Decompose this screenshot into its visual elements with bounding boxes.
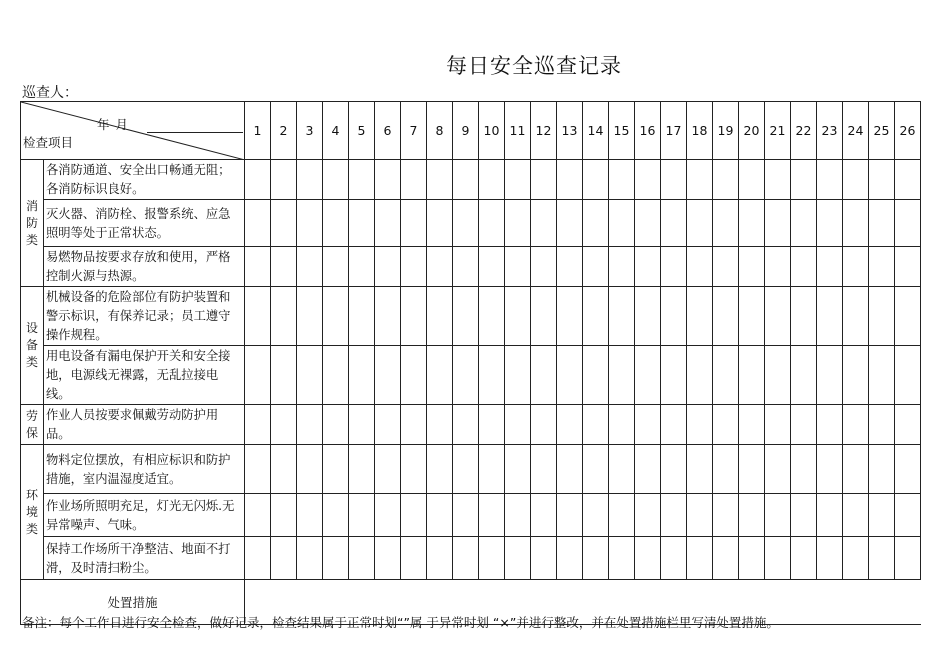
check-cell[interactable]: [505, 445, 531, 494]
check-cell[interactable]: [323, 537, 349, 580]
check-cell[interactable]: [453, 445, 479, 494]
check-cell[interactable]: [479, 247, 505, 287]
check-cell[interactable]: [895, 405, 921, 445]
check-cell[interactable]: [739, 160, 765, 200]
check-cell[interactable]: [739, 287, 765, 346]
check-cell[interactable]: [869, 287, 895, 346]
check-cell[interactable]: [375, 494, 401, 537]
day-header-8: 8: [427, 102, 453, 160]
check-cell[interactable]: [453, 247, 479, 287]
check-cell[interactable]: [895, 247, 921, 287]
check-cell[interactable]: [531, 200, 557, 247]
check-cell[interactable]: [323, 445, 349, 494]
check-cell[interactable]: [323, 247, 349, 287]
check-cell[interactable]: [375, 537, 401, 580]
check-cell[interactable]: [349, 247, 375, 287]
check-item-text: 用电设备有漏电保护开关和安全接地，电源线无裸露，无乱拉接电线。: [44, 346, 245, 405]
day-header-26: 26: [895, 102, 921, 160]
check-cell[interactable]: [583, 405, 609, 445]
check-item-label: 检查项目: [23, 135, 74, 150]
check-cell[interactable]: [557, 445, 583, 494]
day-header-9: 9: [453, 102, 479, 160]
check-item-text: 易燃物品按要求存放和使用，严格控制火源与热源。: [44, 247, 245, 287]
check-cell[interactable]: [791, 405, 817, 445]
category-label: 劳 保: [21, 405, 44, 445]
check-cell[interactable]: [843, 200, 869, 247]
check-cell[interactable]: [271, 160, 297, 200]
check-cell[interactable]: [817, 287, 843, 346]
check-cell[interactable]: [245, 287, 271, 346]
check-cell[interactable]: [895, 494, 921, 537]
check-cell[interactable]: [453, 346, 479, 405]
check-cell[interactable]: [791, 494, 817, 537]
check-cell[interactable]: [557, 160, 583, 200]
check-item-text: 机械设备的危险部位有防护装置和警示标识，有保养记录；员工遵守操作规程。: [44, 287, 245, 346]
check-cell[interactable]: [895, 200, 921, 247]
check-cell[interactable]: [375, 287, 401, 346]
check-item-text: 灭火器、消防栓、报警系统、应急照明等处于正常状态。: [44, 200, 245, 247]
check-cell[interactable]: [739, 200, 765, 247]
check-cell[interactable]: [531, 445, 557, 494]
header-row: [21, 102, 921, 160]
check-cell[interactable]: [427, 287, 453, 346]
check-cell[interactable]: [661, 537, 687, 580]
check-item-text: 作业人员按要求佩戴劳动防护用品。: [44, 405, 245, 445]
footnote: 备注：每个工作日进行安全检查，做好记录，检查结果属于正常时划“”属 于异常时划 “×”并进行整改，并在处置措施栏里写清处置措施。: [22, 615, 779, 630]
check-cell[interactable]: [531, 405, 557, 445]
check-cell[interactable]: [505, 537, 531, 580]
day-header-24: 24: [843, 102, 869, 160]
check-cell[interactable]: [739, 494, 765, 537]
check-cell[interactable]: [739, 405, 765, 445]
check-cell[interactable]: [765, 247, 791, 287]
check-cell[interactable]: [609, 160, 635, 200]
check-cell[interactable]: [713, 346, 739, 405]
day-header-21: 21: [765, 102, 791, 160]
check-cell[interactable]: [817, 247, 843, 287]
check-cell[interactable]: [609, 287, 635, 346]
check-cell[interactable]: [479, 537, 505, 580]
day-header-22: 22: [791, 102, 817, 160]
check-cell[interactable]: [453, 494, 479, 537]
check-cell[interactable]: [271, 346, 297, 405]
check-cell[interactable]: [635, 160, 661, 200]
check-cell[interactable]: [349, 445, 375, 494]
check-cell[interactable]: [661, 346, 687, 405]
check-cell[interactable]: [791, 445, 817, 494]
check-cell[interactable]: [479, 200, 505, 247]
check-cell[interactable]: [713, 200, 739, 247]
check-cell[interactable]: [323, 494, 349, 537]
check-cell[interactable]: [869, 537, 895, 580]
check-cell[interactable]: [765, 494, 791, 537]
check-cell[interactable]: [401, 200, 427, 247]
check-cell[interactable]: [817, 445, 843, 494]
check-cell[interactable]: [505, 287, 531, 346]
check-cell[interactable]: [479, 346, 505, 405]
inspection-table: [20, 101, 921, 625]
header-diagonal-cell: [21, 102, 245, 160]
check-cell[interactable]: [687, 346, 713, 405]
check-cell[interactable]: [401, 287, 427, 346]
check-cell[interactable]: [661, 405, 687, 445]
check-cell[interactable]: [245, 200, 271, 247]
check-cell[interactable]: [401, 247, 427, 287]
check-cell[interactable]: [635, 287, 661, 346]
check-cell[interactable]: [895, 160, 921, 200]
check-cell[interactable]: [817, 537, 843, 580]
check-cell[interactable]: [687, 405, 713, 445]
check-cell[interactable]: [843, 346, 869, 405]
check-cell[interactable]: [505, 160, 531, 200]
check-cell[interactable]: [349, 287, 375, 346]
page-title: 每日安全巡查记录: [446, 54, 622, 78]
check-cell[interactable]: [583, 247, 609, 287]
check-cell[interactable]: [687, 537, 713, 580]
check-cell[interactable]: [817, 494, 843, 537]
check-cell[interactable]: [349, 346, 375, 405]
check-cell[interactable]: [505, 247, 531, 287]
table-row: [21, 200, 921, 247]
check-cell[interactable]: [609, 247, 635, 287]
check-cell[interactable]: [817, 405, 843, 445]
day-header-6: 6: [375, 102, 401, 160]
check-cell[interactable]: [245, 445, 271, 494]
check-cell[interactable]: [297, 537, 323, 580]
table-row: [21, 405, 921, 445]
check-cell[interactable]: [713, 247, 739, 287]
check-cell[interactable]: [271, 537, 297, 580]
check-cell[interactable]: [843, 287, 869, 346]
check-cell[interactable]: [297, 160, 323, 200]
check-cell[interactable]: [531, 160, 557, 200]
check-cell[interactable]: [791, 200, 817, 247]
table-row: [21, 287, 921, 346]
check-cell[interactable]: [453, 405, 479, 445]
check-cell[interactable]: [609, 494, 635, 537]
check-cell[interactable]: [869, 405, 895, 445]
check-item-text: 保持工作场所干净整洁、地面不打滑，及时清扫粉尘。: [44, 537, 245, 580]
check-cell[interactable]: [869, 346, 895, 405]
check-cell[interactable]: [401, 346, 427, 405]
check-cell[interactable]: [245, 537, 271, 580]
check-cell[interactable]: [791, 160, 817, 200]
check-cell[interactable]: [791, 247, 817, 287]
year-month-underline: [147, 132, 243, 133]
check-cell[interactable]: [843, 160, 869, 200]
check-cell[interactable]: [401, 405, 427, 445]
check-cell[interactable]: [557, 405, 583, 445]
check-cell[interactable]: [843, 445, 869, 494]
check-cell[interactable]: [895, 346, 921, 405]
check-cell[interactable]: [713, 287, 739, 346]
table-row: [21, 537, 921, 580]
day-header-18: 18: [687, 102, 713, 160]
check-cell[interactable]: [661, 160, 687, 200]
day-header-7: 7: [401, 102, 427, 160]
check-cell[interactable]: [297, 405, 323, 445]
check-cell[interactable]: [635, 200, 661, 247]
check-cell[interactable]: [895, 445, 921, 494]
check-cell[interactable]: [661, 494, 687, 537]
check-cell[interactable]: [453, 160, 479, 200]
category-label: 环 境 类: [21, 445, 44, 580]
check-cell[interactable]: [453, 287, 479, 346]
check-cell[interactable]: [245, 346, 271, 405]
check-cell[interactable]: [375, 405, 401, 445]
check-cell[interactable]: [609, 346, 635, 405]
check-cell[interactable]: [479, 287, 505, 346]
check-cell[interactable]: [271, 494, 297, 537]
day-header-12: 12: [531, 102, 557, 160]
check-cell[interactable]: [531, 247, 557, 287]
check-cell[interactable]: [375, 200, 401, 247]
check-cell[interactable]: [661, 247, 687, 287]
check-cell[interactable]: [271, 200, 297, 247]
check-item-text: 作业场所照明充足，灯光无闪烁.无异常噪声、气味。: [44, 494, 245, 537]
check-cell[interactable]: [271, 405, 297, 445]
check-cell[interactable]: [557, 494, 583, 537]
check-cell[interactable]: [297, 287, 323, 346]
check-cell[interactable]: [375, 445, 401, 494]
check-cell[interactable]: [427, 405, 453, 445]
check-cell[interactable]: [713, 537, 739, 580]
check-cell[interactable]: [843, 247, 869, 287]
check-cell[interactable]: [557, 537, 583, 580]
day-header-1: 1: [245, 102, 271, 160]
check-cell[interactable]: [401, 160, 427, 200]
check-cell[interactable]: [505, 200, 531, 247]
check-cell[interactable]: [349, 537, 375, 580]
check-cell[interactable]: [843, 537, 869, 580]
check-cell[interactable]: [583, 346, 609, 405]
day-header-25: 25: [869, 102, 895, 160]
check-cell[interactable]: [661, 200, 687, 247]
check-cell[interactable]: [375, 346, 401, 405]
check-cell[interactable]: [505, 494, 531, 537]
check-cell[interactable]: [869, 494, 895, 537]
check-cell[interactable]: [479, 445, 505, 494]
check-cell[interactable]: [323, 346, 349, 405]
check-cell[interactable]: [271, 247, 297, 287]
check-cell[interactable]: [687, 247, 713, 287]
check-cell[interactable]: [479, 405, 505, 445]
check-cell[interactable]: [765, 537, 791, 580]
check-cell[interactable]: [505, 405, 531, 445]
check-cell[interactable]: [479, 160, 505, 200]
check-cell[interactable]: [427, 537, 453, 580]
day-header-19: 19: [713, 102, 739, 160]
day-header-4: 4: [323, 102, 349, 160]
check-cell[interactable]: [505, 346, 531, 405]
check-cell[interactable]: [791, 346, 817, 405]
check-cell[interactable]: [869, 160, 895, 200]
check-cell[interactable]: [479, 494, 505, 537]
check-cell[interactable]: [713, 405, 739, 445]
day-header-23: 23: [817, 102, 843, 160]
check-cell[interactable]: [297, 247, 323, 287]
year-month-label: 年 月: [97, 117, 129, 132]
check-cell[interactable]: [583, 160, 609, 200]
check-cell[interactable]: [531, 346, 557, 405]
check-cell[interactable]: [635, 405, 661, 445]
check-cell[interactable]: [739, 537, 765, 580]
check-cell[interactable]: [323, 160, 349, 200]
check-cell[interactable]: [817, 160, 843, 200]
check-cell[interactable]: [687, 160, 713, 200]
day-header-14: 14: [583, 102, 609, 160]
check-cell[interactable]: [869, 200, 895, 247]
check-cell[interactable]: [271, 445, 297, 494]
check-cell[interactable]: [609, 200, 635, 247]
check-cell[interactable]: [739, 247, 765, 287]
table-row: [21, 445, 921, 494]
check-cell[interactable]: [635, 346, 661, 405]
check-cell[interactable]: [557, 247, 583, 287]
check-cell[interactable]: [687, 494, 713, 537]
check-cell[interactable]: [245, 160, 271, 200]
table-row: [21, 160, 921, 200]
check-cell[interactable]: [817, 200, 843, 247]
check-item-text: 物料定位摆放，有相应标识和防护措施，室内温湿度适宜。: [44, 445, 245, 494]
check-cell[interactable]: [583, 445, 609, 494]
check-cell[interactable]: [531, 287, 557, 346]
check-cell[interactable]: [427, 247, 453, 287]
check-cell[interactable]: [635, 445, 661, 494]
day-header-13: 13: [557, 102, 583, 160]
check-cell[interactable]: [271, 287, 297, 346]
category-label: 设 备 类: [21, 287, 44, 405]
check-cell[interactable]: [713, 494, 739, 537]
check-cell[interactable]: [765, 445, 791, 494]
check-cell[interactable]: [713, 160, 739, 200]
check-cell[interactable]: [687, 445, 713, 494]
check-cell[interactable]: [791, 287, 817, 346]
check-cell[interactable]: [453, 200, 479, 247]
check-cell[interactable]: [375, 160, 401, 200]
check-cell[interactable]: [661, 445, 687, 494]
day-header-10: 10: [479, 102, 505, 160]
check-cell[interactable]: [323, 200, 349, 247]
check-cell[interactable]: [583, 494, 609, 537]
check-cell[interactable]: [297, 346, 323, 405]
check-cell[interactable]: [583, 537, 609, 580]
check-cell[interactable]: [635, 537, 661, 580]
day-header-2: 2: [271, 102, 297, 160]
check-cell[interactable]: [297, 494, 323, 537]
check-cell[interactable]: [635, 494, 661, 537]
day-header-16: 16: [635, 102, 661, 160]
check-cell[interactable]: [583, 200, 609, 247]
check-cell[interactable]: [323, 287, 349, 346]
check-cell[interactable]: [687, 287, 713, 346]
check-cell[interactable]: [661, 287, 687, 346]
day-header-11: 11: [505, 102, 531, 160]
check-cell[interactable]: [323, 405, 349, 445]
check-cell[interactable]: [245, 494, 271, 537]
check-cell[interactable]: [765, 346, 791, 405]
check-cell[interactable]: [713, 445, 739, 494]
check-cell[interactable]: [687, 200, 713, 247]
check-cell[interactable]: [739, 445, 765, 494]
check-cell[interactable]: [791, 537, 817, 580]
check-cell[interactable]: [843, 405, 869, 445]
check-cell[interactable]: [557, 346, 583, 405]
check-cell[interactable]: [869, 445, 895, 494]
check-cell[interactable]: [609, 445, 635, 494]
check-cell[interactable]: [895, 287, 921, 346]
day-header-15: 15: [609, 102, 635, 160]
inspector-label: 巡查人：: [22, 85, 78, 101]
check-cell[interactable]: [427, 346, 453, 405]
check-cell[interactable]: [349, 494, 375, 537]
check-cell[interactable]: [245, 405, 271, 445]
day-header-3: 3: [297, 102, 323, 160]
check-cell[interactable]: [765, 405, 791, 445]
check-cell[interactable]: [349, 405, 375, 445]
check-cell[interactable]: [349, 160, 375, 200]
category-label: 消 防 类: [21, 160, 44, 287]
check-cell[interactable]: [557, 200, 583, 247]
check-cell[interactable]: [297, 200, 323, 247]
table-row: [21, 247, 921, 287]
check-cell[interactable]: [531, 494, 557, 537]
check-cell[interactable]: [843, 494, 869, 537]
check-cell[interactable]: [765, 200, 791, 247]
table-row: [21, 494, 921, 537]
check-cell[interactable]: [375, 247, 401, 287]
measures-label: 处置措施: [21, 580, 245, 625]
check-cell[interactable]: [895, 537, 921, 580]
check-cell[interactable]: [557, 287, 583, 346]
check-cell[interactable]: [401, 445, 427, 494]
check-cell[interactable]: [297, 445, 323, 494]
check-cell[interactable]: [427, 445, 453, 494]
check-cell[interactable]: [401, 537, 427, 580]
check-cell[interactable]: [609, 537, 635, 580]
check-cell[interactable]: [739, 346, 765, 405]
day-header-20: 20: [739, 102, 765, 160]
day-header-5: 5: [349, 102, 375, 160]
check-cell[interactable]: [427, 200, 453, 247]
check-cell[interactable]: [869, 247, 895, 287]
check-cell[interactable]: [817, 346, 843, 405]
check-cell[interactable]: [531, 537, 557, 580]
check-cell[interactable]: [453, 537, 479, 580]
check-cell[interactable]: [765, 287, 791, 346]
check-cell[interactable]: [427, 494, 453, 537]
check-cell[interactable]: [427, 160, 453, 200]
check-cell[interactable]: [765, 160, 791, 200]
check-cell[interactable]: [245, 247, 271, 287]
check-cell[interactable]: [349, 200, 375, 247]
check-cell[interactable]: [635, 247, 661, 287]
check-cell[interactable]: [583, 287, 609, 346]
check-cell[interactable]: [401, 494, 427, 537]
day-header-17: 17: [661, 102, 687, 160]
table-row: [21, 346, 921, 405]
check-cell[interactable]: [609, 405, 635, 445]
check-item-text: 各消防通道、安全出口畅通无阻；各消防标识良好。: [44, 160, 245, 200]
